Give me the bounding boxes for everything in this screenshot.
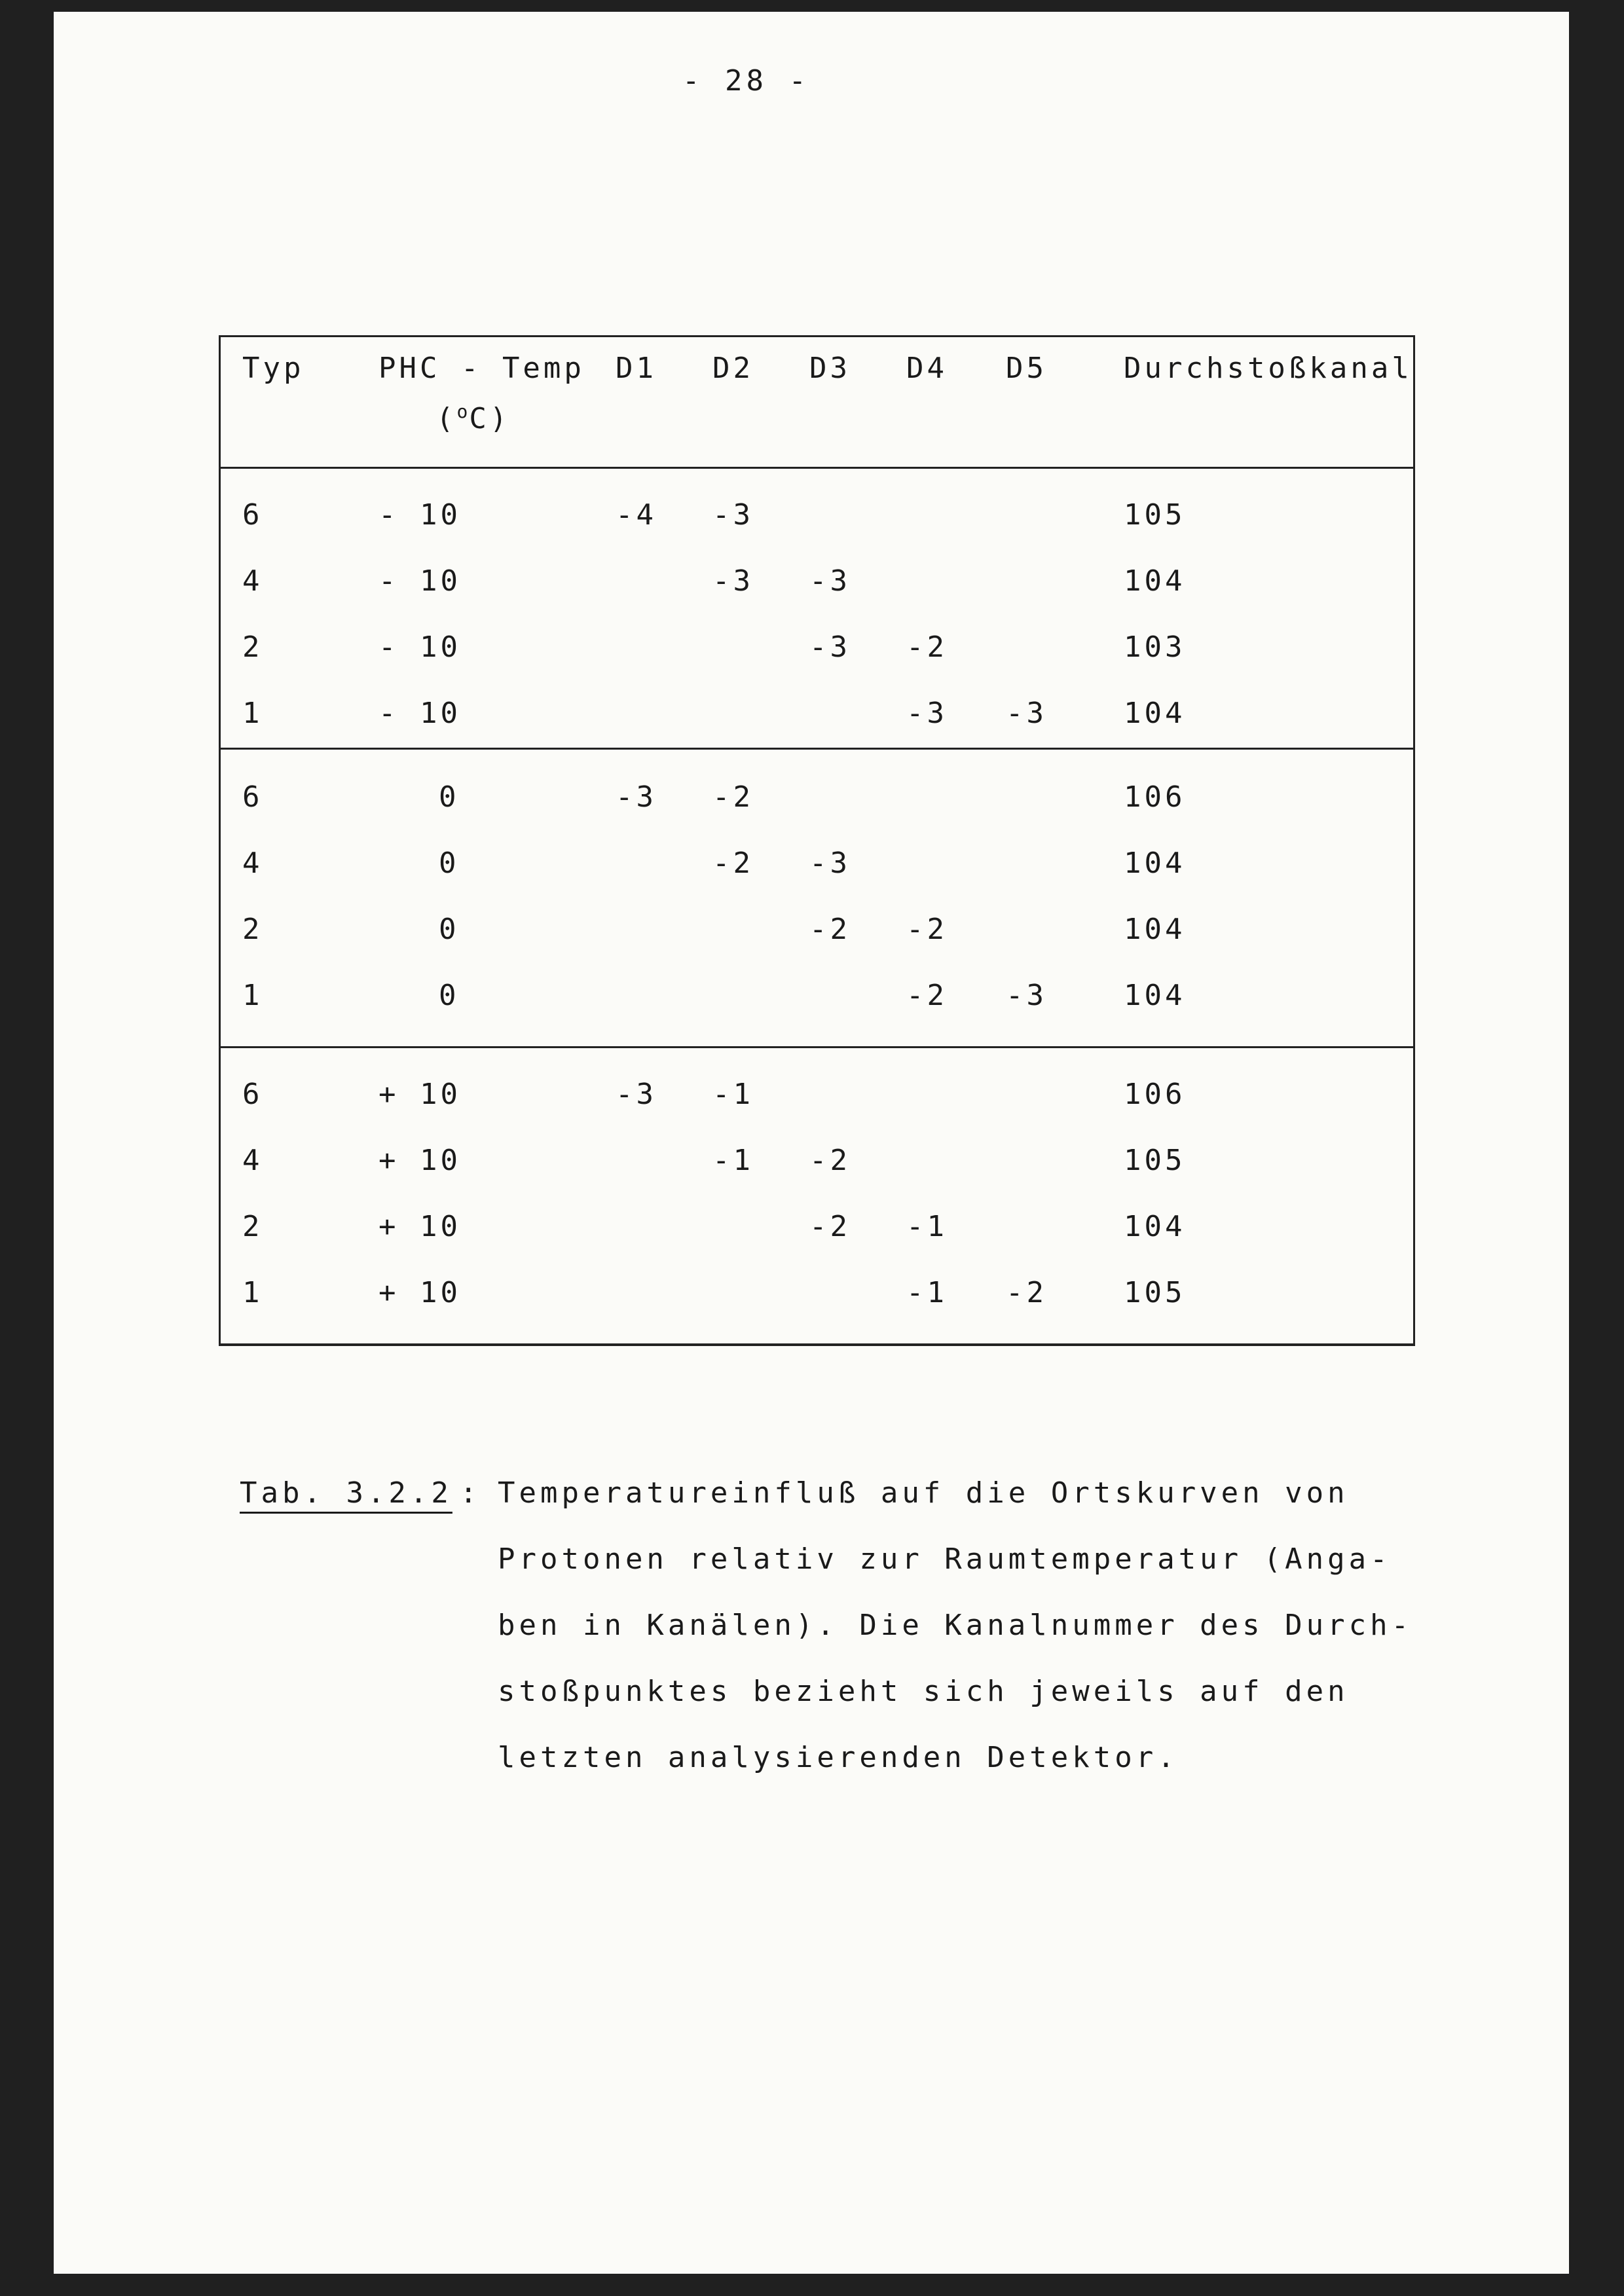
caption-line: ben in Kanälen). Die Kanalnummer des Durch- [498,1609,1413,1642]
table-cell-d5: -3 [1006,697,1047,730]
table-cell-temp: + 10 [378,1276,461,1309]
header-d3: D3 [809,352,851,385]
table-cell-d3: -2 [809,1144,851,1177]
table-cell-d1: -3 [616,780,657,814]
table-cell-d4: -2 [906,630,948,664]
table-cell-temp: + 10 [378,1078,461,1111]
caption-line: letzten analysierenden Detektor. [498,1741,1179,1774]
caption-line: Protonen relativ zur Raumtemperatur (Anga- [498,1542,1392,1576]
table-cell-d2: -1 [712,1144,754,1177]
table-cell-typ: 4 [242,564,263,598]
header-d5: D5 [1006,352,1047,385]
header-divider [219,467,1415,469]
table-cell-d3: -3 [809,630,851,664]
header-phc-temp: PHC - Temp [378,352,585,385]
caption-colon: : [460,1476,477,1510]
group-divider-1 [219,748,1415,750]
table-cell-temp: - 10 [378,564,461,598]
table-cell-d4: -1 [906,1276,948,1309]
table-cell-kanal: 105 [1124,1276,1186,1309]
table-cell-d2: -1 [712,1078,754,1111]
table-cell-typ: 6 [242,780,263,814]
table-cell-temp: - 10 [378,498,461,532]
data-table [219,335,1415,1346]
header-d1: D1 [616,352,657,385]
table-cell-d4: -1 [906,1210,948,1243]
table-cell-temp: + 10 [378,1210,461,1243]
table-cell-kanal: 106 [1124,780,1186,814]
table-cell-kanal: 104 [1124,913,1186,946]
page-number: - 28 - [682,64,810,98]
table-cell-kanal: 104 [1124,697,1186,730]
group-divider-2 [219,1046,1415,1048]
table-cell-d3: -3 [809,847,851,880]
caption-line: stoßpunktes bezieht sich jeweils auf den [498,1675,1349,1708]
table-cell-typ: 2 [242,913,263,946]
table-cell-d1: -3 [616,1078,657,1111]
table-cell-temp: 0 [439,979,460,1012]
table-cell-d3: -2 [809,1210,851,1243]
table-cell-temp: 0 [439,913,460,946]
table-cell-temp: 0 [439,780,460,814]
header-typ: Typ [242,352,304,385]
table-cell-temp: - 10 [378,630,461,664]
table-cell-kanal: 104 [1124,979,1186,1012]
table-cell-d4: -3 [906,697,948,730]
table-cell-typ: 2 [242,1210,263,1243]
table-cell-d3: -2 [809,913,851,946]
table-cell-typ: 6 [242,498,263,532]
table-cell-typ: 6 [242,1078,263,1111]
header-durchstosskanal: Durchstoßkanal [1124,352,1412,385]
table-cell-kanal: 104 [1124,847,1186,880]
table-cell-temp: + 10 [378,1144,461,1177]
table-cell-d4: -2 [906,979,948,1012]
table-cell-kanal: 104 [1124,1210,1186,1243]
table-cell-kanal: 106 [1124,1078,1186,1111]
header-d4: D4 [906,352,948,385]
table-cell-kanal: 105 [1124,498,1186,532]
table-cell-d4: -2 [906,913,948,946]
table-cell-kanal: 104 [1124,564,1186,598]
table-cell-temp: - 10 [378,697,461,730]
table-cell-kanal: 105 [1124,1144,1186,1177]
table-cell-d5: -2 [1006,1276,1047,1309]
header-phc-unit: ($^o$C) [436,401,511,435]
table-cell-d1: -4 [616,498,657,532]
table-cell-typ: 4 [242,847,263,880]
table-cell-typ: 2 [242,630,263,664]
table-cell-d2: -2 [712,780,754,814]
table-cell-d3: -3 [809,564,851,598]
table-cell-kanal: 103 [1124,630,1186,664]
table-cell-d2: -3 [712,564,754,598]
caption-line: Temperatureinfluß auf die Ortskurven von [498,1476,1349,1510]
table-cell-typ: 1 [242,1276,263,1309]
table-cell-temp: 0 [439,847,460,880]
table-cell-typ: 1 [242,979,263,1012]
caption-label: Tab. 3.2.2 [240,1476,452,1510]
table-cell-typ: 1 [242,697,263,730]
header-d2: D2 [712,352,754,385]
table-cell-d2: -2 [712,847,754,880]
table-cell-typ: 4 [242,1144,263,1177]
table-cell-d2: -3 [712,498,754,532]
table-cell-d5: -3 [1006,979,1047,1012]
